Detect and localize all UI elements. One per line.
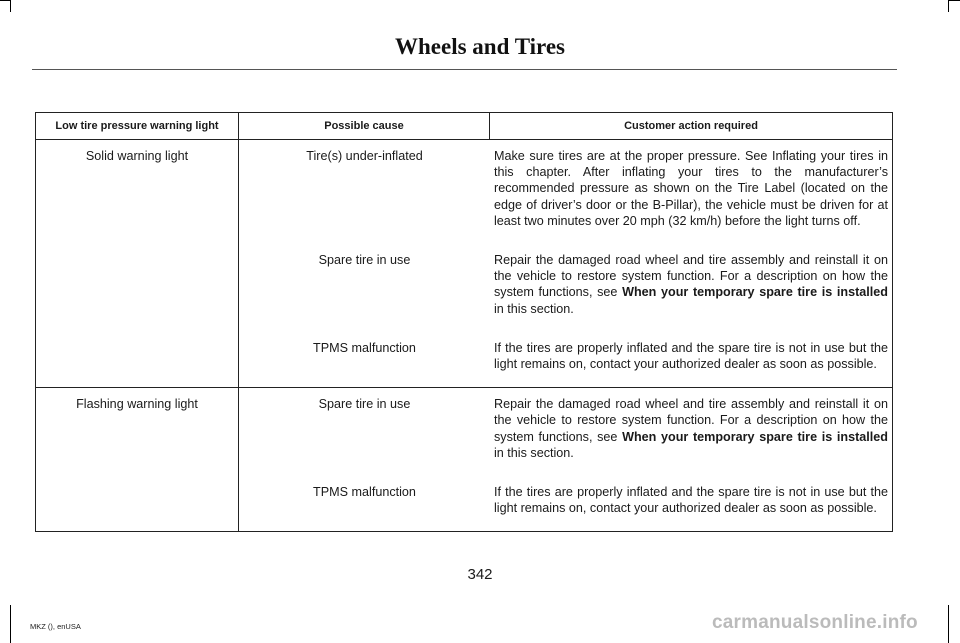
action-text: Repair the damaged road wheel and tire assembly and reinstall it on the vehicle to restore system function. For a description on how the system functions, see bbox=[494, 397, 888, 444]
action-text: If the tires are properly inflated and the spare tire is not in use but the light remains on, contact your authorized dealer as soon as possible. bbox=[494, 485, 888, 516]
cause-action-row bbox=[239, 140, 892, 244]
crop-mark bbox=[10, 605, 11, 643]
title-divider bbox=[32, 69, 897, 70]
cause-action-cell bbox=[239, 140, 893, 388]
watermark: carmanualsonline.info bbox=[712, 612, 918, 633]
cross-reference: When your temporary spare tire is installed bbox=[622, 429, 888, 444]
possible-cause: TPMS malfunction bbox=[313, 340, 416, 355]
cross-reference: When your temporary spare tire is installed bbox=[622, 285, 888, 300]
column-header: Possible cause bbox=[239, 113, 490, 140]
possible-cause: Spare tire in use bbox=[318, 397, 411, 412]
warning-light-cell: Solid warning light bbox=[36, 140, 239, 388]
cause-action-row bbox=[239, 244, 892, 332]
crop-mark bbox=[948, 0, 960, 1]
crop-mark bbox=[0, 0, 10, 1]
footer-code: MKZ (), enUSA bbox=[30, 622, 81, 631]
customer-action bbox=[490, 388, 892, 476]
customer-action bbox=[490, 332, 892, 387]
crop-mark bbox=[948, 0, 949, 12]
possible-cause: Tire(s) under-inflated bbox=[306, 149, 423, 163]
page-number: 342 bbox=[467, 566, 493, 583]
crop-mark bbox=[10, 0, 11, 12]
column-header: Low tire pressure warning light bbox=[36, 113, 239, 140]
action-text: in this section. bbox=[494, 301, 574, 316]
possible-cause: Spare tire in use bbox=[318, 253, 411, 268]
cause-action-row bbox=[239, 332, 892, 387]
cause-action-cell bbox=[239, 388, 893, 532]
action-text: Repair the damaged road wheel and tire assembly and reinstall it on the vehicle to restore system function. For a description on how the system functions, see bbox=[494, 253, 888, 300]
cause-action-row bbox=[239, 476, 892, 531]
customer-action bbox=[490, 244, 892, 332]
possible-cause: TPMS malfunction bbox=[313, 485, 416, 500]
warning-light-cell: Flashing warning light bbox=[36, 388, 239, 532]
column-header: Customer action required bbox=[490, 113, 893, 140]
tire-pressure-table bbox=[35, 112, 893, 532]
cause-action-row bbox=[239, 388, 892, 476]
action-text: in this section. bbox=[494, 445, 574, 460]
action-text: Make sure tires are at the proper pressure. See Inflating your tires in this chapter. After inflating your tires to the manufacturer’s recommended pressure as shown on the Tire Label (located on the edge of driver’s door or the B-Pillar), the vehicle must be driven for at least two minutes over 20 mph (32 km/h) before the light turns off. bbox=[494, 149, 888, 228]
page-title: Wheels and Tires bbox=[395, 34, 565, 59]
action-text: If the tires are properly inflated and the spare tire is not in use but the light remains on, contact your authorized dealer as soon as possible. bbox=[494, 340, 888, 372]
customer-action bbox=[490, 140, 892, 244]
customer-action bbox=[490, 476, 892, 531]
table-row bbox=[36, 140, 893, 388]
table-row bbox=[36, 388, 893, 532]
crop-mark bbox=[948, 605, 949, 643]
table-header-row bbox=[36, 113, 893, 140]
